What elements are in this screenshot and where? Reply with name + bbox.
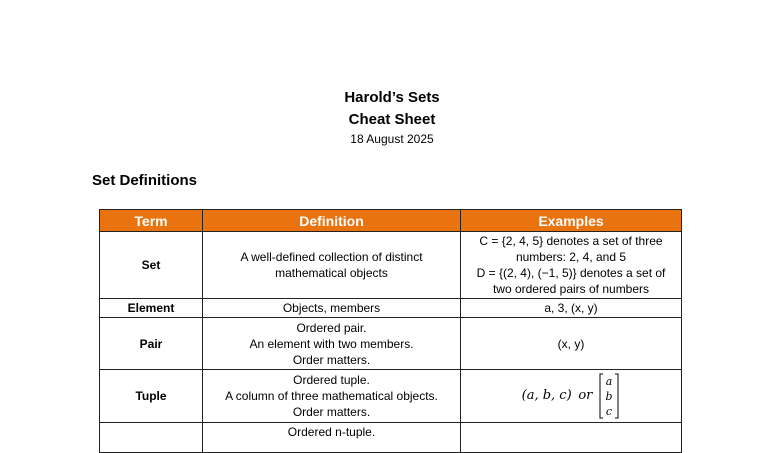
examples-cell	[461, 299, 682, 318]
tuple-expression: (a, b, c)	[521, 388, 572, 403]
definition-cell	[203, 232, 461, 299]
table-row	[100, 423, 682, 453]
term-cell: Set	[100, 232, 203, 299]
definition-line: Objects, members	[282, 301, 381, 315]
column-header-term: Term	[100, 210, 203, 232]
example-line: (x, y)	[557, 336, 585, 351]
vector-entry: b	[605, 390, 613, 403]
definition-line: Ordered n-tuple.	[287, 425, 376, 439]
term-cell: Element	[100, 299, 203, 318]
example-line: numbers: 2, 4, and 5	[515, 250, 627, 264]
column-vector	[598, 372, 620, 420]
definition-line: A column of three mathematical objects.	[225, 389, 438, 403]
definition-cell	[203, 299, 461, 318]
doc-title-line2: Cheat Sheet	[348, 111, 436, 128]
definition-line: mathematical objects	[275, 266, 388, 280]
example-line: D = {(2, 4), (−1, 5)} denotes a set of	[476, 266, 666, 280]
table-row	[100, 370, 682, 423]
example-line: a, 3, (x, y)	[544, 301, 598, 315]
right-bracket	[615, 374, 618, 418]
term-cell: Tuple	[100, 370, 203, 423]
definition-line: Ordered tuple.	[293, 373, 370, 387]
vector-entry: a	[606, 375, 613, 388]
or-word: or	[578, 388, 593, 403]
definition-line: An element with two members.	[249, 336, 414, 351]
examples-cell	[461, 423, 682, 453]
definition-cell	[203, 318, 461, 370]
definition-line: Order matters.	[292, 352, 371, 367]
column-header-examples: Examples	[461, 210, 682, 232]
section-heading: Set Definitions	[92, 172, 198, 189]
column-header-definition: Definition	[203, 210, 461, 232]
definition-cell	[203, 370, 461, 423]
examples-cell	[461, 318, 682, 370]
example-line: C = {2, 4, 5} denotes a set of three	[479, 234, 663, 248]
table-row	[100, 318, 682, 370]
vector-entry: c	[606, 405, 613, 418]
table-header-row	[100, 210, 682, 232]
definitions-table	[99, 209, 682, 453]
definition-line: A well-defined collection of distinct	[240, 250, 423, 264]
examples-cell	[461, 232, 682, 299]
column-vector-graphic	[598, 372, 620, 420]
definition-line: Order matters.	[292, 405, 371, 419]
term-cell	[100, 423, 203, 453]
definition-line: Ordered pair.	[296, 320, 367, 335]
table-row	[100, 299, 682, 318]
doc-title-line1: Harold’s Sets	[344, 89, 440, 106]
table-row	[100, 232, 682, 299]
left-bracket	[600, 374, 603, 418]
doc-date: 18 August 2025	[350, 132, 434, 146]
examples-cell	[461, 370, 682, 423]
term-cell: Pair	[100, 318, 203, 370]
example-line: two ordered pairs of numbers	[492, 282, 650, 296]
definition-cell	[203, 423, 461, 453]
